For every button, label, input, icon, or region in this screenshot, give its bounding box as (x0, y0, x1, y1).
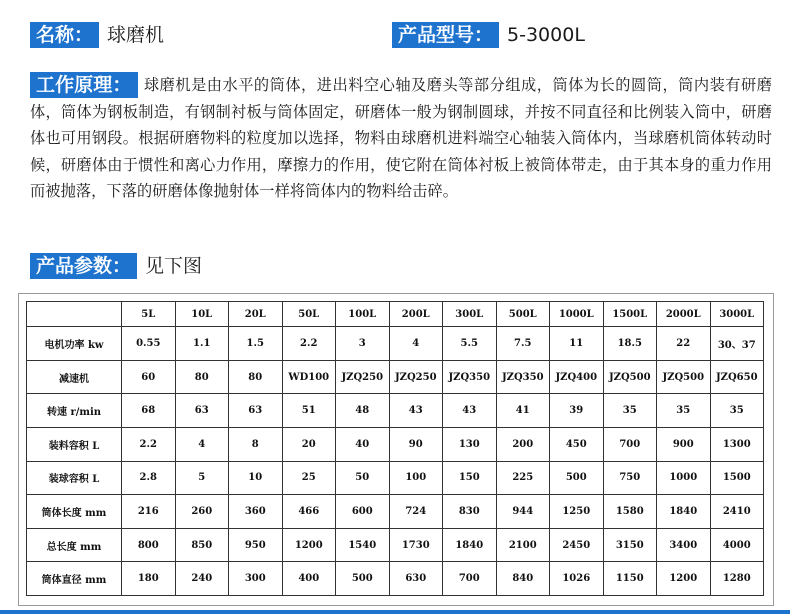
table-cell: 200 (496, 427, 550, 461)
header-cell: 2000L (657, 302, 711, 327)
table-cell: 100 (389, 461, 443, 495)
table-cell: 4 (175, 427, 229, 461)
table-cell: 2.2 (282, 327, 336, 361)
table-cell: 360 (229, 495, 283, 529)
table-row (27, 562, 764, 596)
table-cell: 850 (175, 528, 229, 562)
table-cell: 30、37 (710, 327, 764, 361)
table-cell: JZQ350 (496, 360, 550, 394)
table-cell: 1280 (710, 562, 764, 596)
table-cell: 1250 (550, 495, 604, 529)
header-cell: 300L (443, 302, 497, 327)
table-cell: 50 (336, 461, 390, 495)
row-label-cell: 装球容积 L (27, 461, 122, 495)
table-cell: 150 (443, 461, 497, 495)
name-value: 球磨机 (107, 24, 165, 46)
product-params-row (30, 253, 202, 279)
table-cell: 1.5 (229, 327, 283, 361)
table-cell: 68 (122, 394, 176, 428)
table-cell: 724 (389, 495, 443, 529)
table-cell: 43 (443, 394, 497, 428)
table-cell: 40 (336, 427, 390, 461)
table-cell: 1300 (710, 427, 764, 461)
table-cell: 0.55 (122, 327, 176, 361)
table-cell: 700 (443, 562, 497, 596)
table-cell: JZQ400 (550, 360, 604, 394)
table-cell: 2100 (496, 528, 550, 562)
table-cell: 5 (175, 461, 229, 495)
table-cell: 180 (122, 562, 176, 596)
table-cell: 750 (603, 461, 657, 495)
header-cell: 200L (389, 302, 443, 327)
table-cell: 2410 (710, 495, 764, 529)
table-cell: 63 (229, 394, 283, 428)
table-cell: 22 (657, 327, 711, 361)
table-cell: 18.5 (603, 327, 657, 361)
table-cell: JZQ500 (603, 360, 657, 394)
table-cell: 800 (122, 528, 176, 562)
row-label-cell: 筒体直径 mm (27, 562, 122, 596)
table-cell: 2.2 (122, 427, 176, 461)
header-cell: 50L (282, 302, 336, 327)
table-row (27, 528, 764, 562)
table-cell: 600 (336, 495, 390, 529)
table-cell: 25 (282, 461, 336, 495)
row-label-cell: 总长度 mm (27, 528, 122, 562)
header-cell: 1500L (603, 302, 657, 327)
table-cell: 80 (175, 360, 229, 394)
table-cell: 225 (496, 461, 550, 495)
working-principle (30, 72, 772, 205)
table-cell: 1540 (336, 528, 390, 562)
params-table-frame (18, 293, 774, 606)
table-cell: JZQ500 (657, 360, 711, 394)
table-row (27, 394, 764, 428)
table-cell: 1150 (603, 562, 657, 596)
table-cell: 20 (282, 427, 336, 461)
table-cell: JZQ250 (389, 360, 443, 394)
table-cell: JZQ250 (336, 360, 390, 394)
row-label-cell: 筒体长度 mm (27, 495, 122, 529)
header-cell: 500L (496, 302, 550, 327)
row-label-cell: 装料容积 L (27, 427, 122, 461)
table-cell: 300 (229, 562, 283, 596)
header-cell: 5L (122, 302, 176, 327)
table-row (27, 427, 764, 461)
table-cell: 1730 (389, 528, 443, 562)
table-cell: 950 (229, 528, 283, 562)
table-cell: 840 (496, 562, 550, 596)
product-model-row (392, 22, 585, 48)
bottom-accent-bar (0, 610, 790, 614)
table-cell: 51 (282, 394, 336, 428)
table-cell: 1200 (657, 562, 711, 596)
table-cell: 2450 (550, 528, 604, 562)
table-row (27, 360, 764, 394)
product-name-row (30, 22, 164, 48)
name-label: 名称： (30, 22, 99, 48)
table-header-row (27, 302, 764, 327)
row-label-cell: 电机功率 kw (27, 327, 122, 361)
table-cell: JZQ650 (710, 360, 764, 394)
table-cell: 240 (175, 562, 229, 596)
params-value: 见下图 (145, 255, 203, 277)
table-cell: 944 (496, 495, 550, 529)
table-cell: 260 (175, 495, 229, 529)
table-cell: 830 (443, 495, 497, 529)
row-label-cell: 转速 r/min (27, 394, 122, 428)
table-cell: 35 (710, 394, 764, 428)
row-label-cell: 减速机 (27, 360, 122, 394)
table-cell: 500 (550, 461, 604, 495)
table-cell: 4000 (710, 528, 764, 562)
params-table (26, 301, 764, 596)
table-cell: 700 (603, 427, 657, 461)
table-cell: 3150 (603, 528, 657, 562)
table-cell: 90 (389, 427, 443, 461)
table-cell: 35 (603, 394, 657, 428)
table-cell: 35 (657, 394, 711, 428)
header-corner-cell (27, 302, 122, 327)
table-cell: 11 (550, 327, 604, 361)
table-cell: 450 (550, 427, 604, 461)
table-cell: 8 (229, 427, 283, 461)
model-label: 产品型号： (392, 22, 499, 48)
table-cell: 1580 (603, 495, 657, 529)
table-cell: 4 (389, 327, 443, 361)
table-cell: 2.8 (122, 461, 176, 495)
table-cell: 60 (122, 360, 176, 394)
table-cell: 39 (550, 394, 604, 428)
table-cell: 1840 (443, 528, 497, 562)
table-cell: 1.1 (175, 327, 229, 361)
table-cell: 130 (443, 427, 497, 461)
header-cell: 1000L (550, 302, 604, 327)
table-cell: 63 (175, 394, 229, 428)
table-cell: 7.5 (496, 327, 550, 361)
principle-label: 工作原理： (30, 72, 138, 98)
table-cell: 1026 (550, 562, 604, 596)
model-value: 5-3000L (507, 24, 585, 46)
header-cell: 10L (175, 302, 229, 327)
table-cell: 5.5 (443, 327, 497, 361)
table-cell: 900 (657, 427, 711, 461)
table-row (27, 327, 764, 361)
table-cell: 630 (389, 562, 443, 596)
table-cell: 466 (282, 495, 336, 529)
table-cell: JZQ350 (443, 360, 497, 394)
header-cell: 3000L (710, 302, 764, 327)
table-cell: 1200 (282, 528, 336, 562)
header-cell: 100L (336, 302, 390, 327)
table-cell: 48 (336, 394, 390, 428)
table-cell: 1840 (657, 495, 711, 529)
table-cell: 3400 (657, 528, 711, 562)
table-cell: 1500 (710, 461, 764, 495)
table-row (27, 495, 764, 529)
table-cell: 500 (336, 562, 390, 596)
table-cell: 216 (122, 495, 176, 529)
table-cell: 10 (229, 461, 283, 495)
table-cell: WD100 (282, 360, 336, 394)
table-cell: 43 (389, 394, 443, 428)
principle-text: 球磨机是由水平的筒体，进出料空心轴及磨头等部分组成，筒体为长的圆筒，筒内装有研磨体，筒体为钢板制造，有钢制衬板与筒体固定，研磨体一般为钢制圆球，并按不同直径和比例装入筒中，研磨体也可用钢段。根据研磨物料的粒度加以选择，物料由球磨机进料端空心轴装入筒体内，当球磨机筒体转动时候，研磨体由于惯性和离心力作用，摩擦力的作用，使它附在筒体衬板上被筒体带走，由于其本身的重力作用而被抛落，下落的研磨体像抛射体一样将筒体内的物料给击碎。 (30, 76, 772, 200)
header-cell: 20L (229, 302, 283, 327)
table-cell: 80 (229, 360, 283, 394)
table-cell: 3 (336, 327, 390, 361)
table-row (27, 461, 764, 495)
table-cell: 41 (496, 394, 550, 428)
table-cell: 1000 (657, 461, 711, 495)
params-label: 产品参数： (30, 253, 137, 279)
table-cell: 400 (282, 562, 336, 596)
